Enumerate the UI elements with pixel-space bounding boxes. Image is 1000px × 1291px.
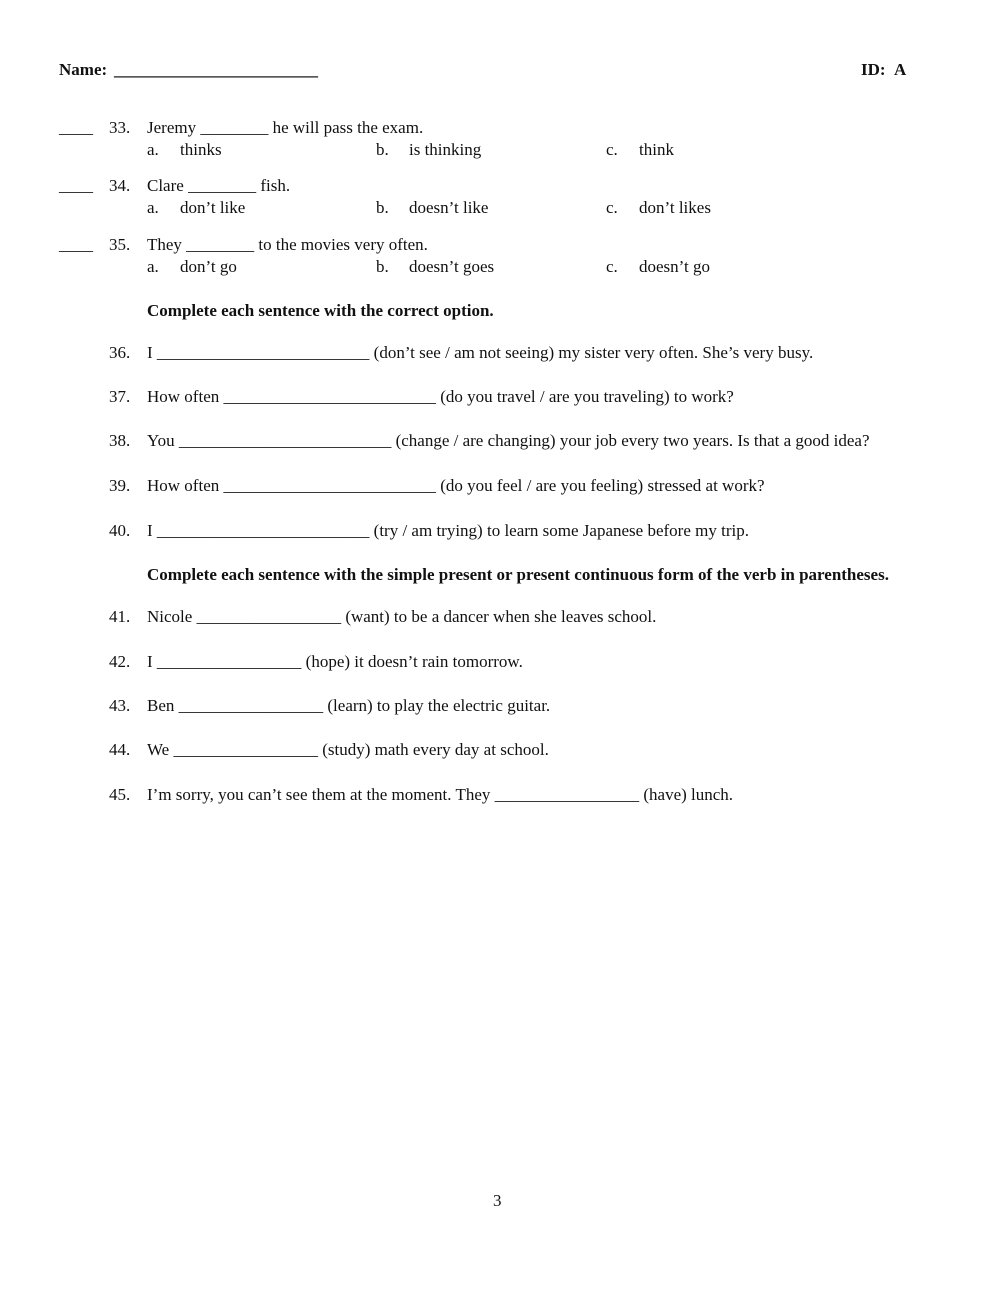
fill-in-sentence[interactable]: I _________________ (hope) it doesn’t rain tomorrow. xyxy=(147,652,523,671)
question-number: 43. xyxy=(109,696,131,715)
option-text[interactable]: doesn’t go xyxy=(639,257,710,276)
option-letter: b. xyxy=(376,140,389,159)
question-number: 36. xyxy=(109,343,131,362)
option-letter: b. xyxy=(376,257,389,276)
fill-in-sentence[interactable]: Nicole _________________ (want) to be a dancer when she leaves school. xyxy=(147,607,657,626)
option-text[interactable]: don’t go xyxy=(180,257,237,276)
option-text[interactable]: doesn’t like xyxy=(409,198,489,217)
option-letter: a. xyxy=(147,257,159,276)
option-letter: b. xyxy=(376,198,389,217)
option-letter: a. xyxy=(147,140,159,159)
name-label: Name: xyxy=(59,60,108,79)
name-blank[interactable]: ________________________ xyxy=(114,60,318,79)
option-text[interactable]: don’t likes xyxy=(639,198,711,217)
option-text[interactable]: don’t like xyxy=(180,198,246,217)
fill-in-sentence[interactable]: I _________________________ (don’t see / am not seeing) my sister very often. She’s very busy. xyxy=(147,343,814,362)
answer-blank[interactable]: ____ xyxy=(59,118,93,137)
question-number: 41. xyxy=(109,607,131,626)
question-stem: Jeremy ________ he will pass the exam. xyxy=(147,118,424,137)
id-value: A xyxy=(894,60,907,79)
section-instruction: Complete each sentence with the simple present or present continuous form of the verb in parentheses. xyxy=(147,565,889,584)
question-number: 33. xyxy=(109,118,131,137)
section-instruction: Complete each sentence with the correct option. xyxy=(147,301,494,320)
page-number: 3 xyxy=(493,1191,502,1210)
question-number: 44. xyxy=(109,740,131,759)
id-label: ID: xyxy=(861,60,886,79)
question-number: 37. xyxy=(109,387,131,406)
question-number: 40. xyxy=(109,521,131,540)
question-number: 35. xyxy=(109,235,131,254)
fill-in-sentence[interactable]: I’m sorry, you can’t see them at the moment. They _________________ (have) lunch. xyxy=(147,785,734,804)
question-number: 34. xyxy=(109,176,131,195)
option-text[interactable]: think xyxy=(639,140,674,159)
answer-blank[interactable]: ____ xyxy=(59,235,93,254)
fill-in-sentence[interactable]: Ben _________________ (learn) to play the electric guitar. xyxy=(147,696,551,715)
question-stem: Clare ________ fish. xyxy=(147,176,291,195)
option-text[interactable]: thinks xyxy=(180,140,222,159)
question-number: 38. xyxy=(109,431,131,450)
fill-in-sentence[interactable]: I _________________________ (try / am trying) to learn some Japanese before my trip. xyxy=(147,521,749,540)
option-letter: c. xyxy=(606,257,618,276)
option-letter: c. xyxy=(606,198,618,217)
option-text[interactable]: is thinking xyxy=(409,140,482,159)
question-stem: They ________ to the movies very often. xyxy=(147,235,428,254)
question-number: 42. xyxy=(109,652,131,671)
fill-in-sentence[interactable]: How often _________________________ (do you travel / are you traveling) to work? xyxy=(147,387,734,406)
option-letter: a. xyxy=(147,198,159,217)
option-letter: c. xyxy=(606,140,618,159)
question-number: 39. xyxy=(109,476,131,495)
option-text[interactable]: doesn’t goes xyxy=(409,257,495,276)
question-number: 45. xyxy=(109,785,131,804)
fill-in-sentence[interactable]: We _________________ (study) math every day at school. xyxy=(147,740,549,759)
fill-in-sentence[interactable]: How often _________________________ (do you feel / are you feeling) stressed at work? xyxy=(147,476,765,495)
answer-blank[interactable]: ____ xyxy=(59,176,93,195)
fill-in-sentence[interactable]: You _________________________ (change / are changing) your job every two years. Is that a good idea? xyxy=(147,431,870,450)
